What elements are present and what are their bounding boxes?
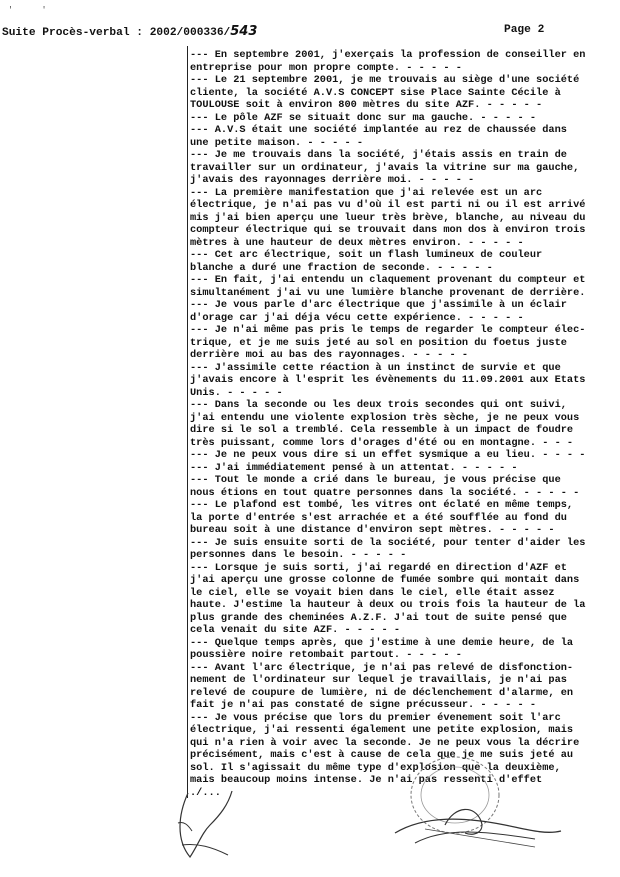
statement-line: --- Je vous précise que lors du premier évenement soit l'arc [190, 711, 561, 724]
statement-line: --- Cet arc électrique, soit un flash lumineux de couleur [190, 249, 543, 261]
statement-line: ./... [190, 786, 221, 799]
statement-line: très puissant, comme lors d'orages d'été ou en montagne. - - - [190, 436, 574, 449]
official-stamp [385, 755, 565, 855]
statement-line: --- En fait, j'ai entendu un claquement provenant du compteur et [190, 274, 586, 286]
statement-line: poussière noire retombait partout. - - - - - [190, 649, 462, 661]
statement-line: --- A.V.S était une société implantée au rez de chaussée dans [190, 124, 567, 136]
statement-line: travailler sur un ordinateur, j'avais la vitrine sur ma gauche, [190, 161, 580, 174]
statement-line: --- J'ai immédiatement pensé à un attentat. - - - - - [190, 461, 518, 474]
statement-line: --- Le plafond est tombé, les vitres ont éclaté en même temps, [190, 499, 574, 511]
statement-line: simultanément j'ai vu une lumière blanche provenant de derrière. [190, 286, 586, 299]
statement-line: cliente, la société A.V.S CONCEPT sise Place Sainte Cécile à [190, 86, 561, 99]
statement-line: la porte d'entrée s'est arrachée et a été soufflée au fond du [190, 511, 567, 524]
statement-line: --- Le pôle AZF se situait donc sur ma gauche. - - - - - [190, 111, 537, 124]
statement-line: sol. Il s'agissait du même type d'explosion que la deuxième, [190, 761, 561, 774]
statement-line: haute. J'estime la hauteur à deux ou trois fois la hauteur de la [190, 599, 586, 611]
statement-line: --- Le 21 septembre 2001, je me trouvais au siège d'une société [190, 74, 580, 86]
statement-line: relevé de coupure de lumière, ni de déclenchement d'alarme, en [190, 686, 574, 699]
page-header [0, 24, 620, 40]
statement-line: une petite maison. - - - - - [190, 136, 364, 149]
header-label: Suite Procès-verbal : 2002/000336/ [2, 27, 231, 39]
statement-line: nous étions en tout quatre personnes dans la société. - - - - - [190, 486, 580, 499]
statement-line: nement de l'ordinateur sur lequel je travaillais, je n'ai pas [190, 674, 567, 686]
statement-line: précisément, mais c'est à cause de cela que je me suis jeté au [190, 749, 574, 761]
statement-line: --- Tout le monde a crié dans le bureau, je vous précise que [190, 474, 561, 486]
statement-line: compteur électrique qui se trouvait dans mon dos à environ trois [190, 224, 586, 236]
statement-line: le ciel, elle se voyait bien dans le ciel, elle était assez [190, 586, 555, 599]
signature-left [168, 785, 248, 865]
statement-line: j'ai aperçu une grosse colonne de fumée sombre qui montait dans [190, 574, 580, 586]
statement-line: qui n'a rien à voir avec la seconde. Je ne peux vous la décrire [190, 736, 580, 749]
statement-line: mis j'ai bien aperçu une lueur très brève, blanche, au niveau du [190, 211, 586, 224]
statement-line: --- En septembre 2001, j'exerçais la profession de conseiller en [190, 49, 586, 61]
statement-line: d'orage car j'ai déja vécu cette expérience. - - - - - [190, 311, 524, 324]
statement-line: plus grande des cheminées A.Z.F. J'ai tout de suite pensé que [190, 611, 567, 624]
statement-line: blanche a duré une fraction de seconde. - - - - - [190, 261, 493, 274]
statement-line: j'avais des rayonnages derrière moi. - - - - - [190, 174, 475, 186]
statement-line: dire si le sol a tremblé. Cela ressemble à un impact de foudre [190, 424, 574, 436]
statement-line: entreprise pour mon propre compte. - - - - - [190, 61, 462, 74]
statement-line: --- Je n'ai même pas pris le temps de regarder le compteur élec- [190, 324, 586, 336]
page-number: Page 2 [504, 24, 545, 36]
statement-line: --- J'assimile cette réaction à un instinct de survie et que [190, 361, 561, 374]
statement-line: --- Dans la seconde ou les deux trois secondes qui ont suivi, [190, 399, 567, 411]
statement-line: mètres à une hauteur de deux mètres environ. - - - - - [190, 236, 524, 249]
statement-line: --- Quelque temps après, que j'estime à une demie heure, de la [190, 636, 574, 649]
statement-line: personnes dans le besoin. - - - - - [190, 549, 407, 561]
statement-line: --- Je suis ensuite sorti de la société, pour tenter d'aider les [190, 536, 586, 549]
statement-line: --- Je vous parle d'arc électrique que j'assimile à un éclair [190, 299, 567, 311]
statement-line: --- La première manifestation que j'ai relevée est un arc [190, 186, 543, 199]
handwritten-pv-number: 543 [230, 24, 258, 39]
margin-rule [187, 46, 188, 798]
statement-line: j'ai entendu une violente explosion très sèche, je ne peux vous [190, 411, 580, 424]
statement-line: fait je n'ai pas constaté de signe précusseur. - - - - - [190, 699, 537, 711]
statement-line: --- Avant l'arc électrique, je n'ai pas relevé de disfonction- [190, 661, 574, 674]
statement-line: Unis. - - - - - [190, 386, 283, 399]
statement-line: électrique, je n'ai pas vu d'où il est parti ni ou il est arrivé [190, 199, 586, 211]
statement-line: j'avais encore à l'esprit les évènements du 11.09.2001 aux Etats [190, 374, 586, 386]
statement-line: TOULOUSE soit à environ 800 mètres du site AZF. - - - - - [190, 99, 543, 111]
statement-line: --- Je ne peux vous dire si un effet sysmique a eu lieu. - - - - [190, 449, 586, 461]
statement-line: trique, et je me suis jeté au sol en position du foetus juste [190, 336, 567, 349]
statement-line: --- Lorsque je suis sorti, j'ai regardé en direction d'AZF et [190, 561, 567, 574]
header-reference [2, 24, 257, 39]
statement-line: derrière moi au bas des rayonnages. - - - - - [190, 349, 469, 361]
statement-line: bureau soit à une distance d'environ sept mètres. - - - - - [190, 524, 555, 536]
statement-line: cela venait du site AZF. - - - - - [190, 624, 401, 636]
scan-marks: ' ' [8, 6, 59, 15]
statement-line: mais beaucoup moins intense. Je n'ai pas ressenti d'effet [190, 774, 543, 786]
statement-body [190, 49, 618, 799]
statement-line: --- Je me trouvais dans la société, j'étais assis en train de [190, 149, 567, 161]
statement-line: électrique, j'ai ressenti également une petite explosion, mais [190, 724, 574, 736]
